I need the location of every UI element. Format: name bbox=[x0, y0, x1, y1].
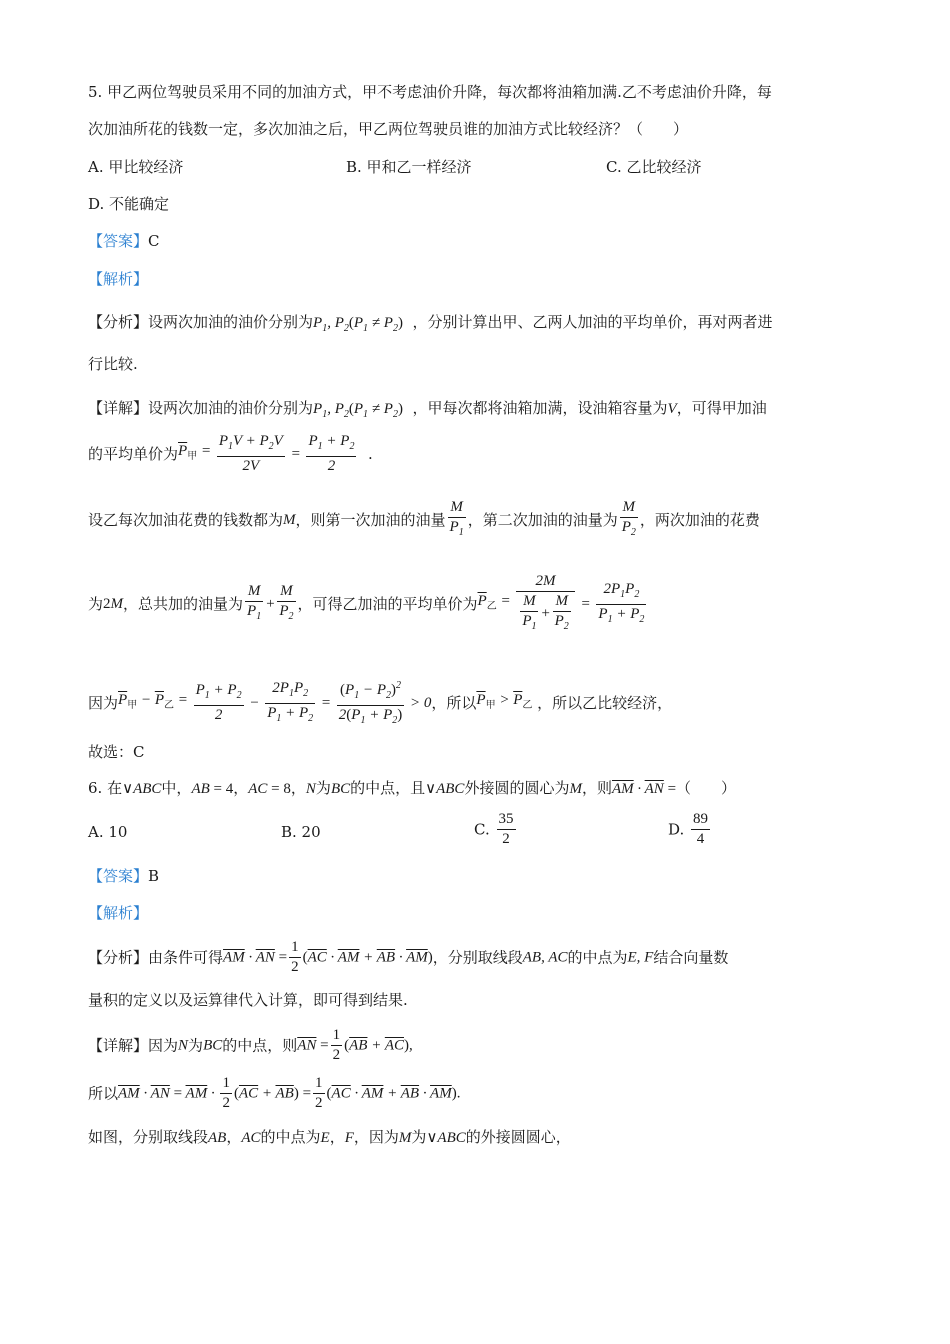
formula: = bbox=[286, 446, 305, 462]
text: C. bbox=[474, 820, 490, 839]
answer-tag: 【答案】 bbox=[88, 867, 149, 885]
formula: V bbox=[667, 401, 677, 417]
text: ，第二次加油的油量为 bbox=[467, 511, 618, 529]
formula: N bbox=[305, 781, 316, 797]
formula: AC = 8 bbox=[248, 781, 291, 797]
q6-analysis-tag bbox=[88, 903, 148, 923]
formula: F bbox=[344, 1130, 354, 1146]
fraction: $\frac{P_1 + P_2}{2}$ bbox=[195, 682, 242, 723]
formula: $\overline{AM} \cdot \overline{AN}$ = bbox=[611, 781, 677, 797]
fraction: $\frac{(P_1 - P_2)^2}{2(P_1 + P_2)}$ bbox=[337, 676, 404, 730]
q5-option-d: D. 不能确定 bbox=[88, 195, 170, 213]
text: 的外接圆圆心， bbox=[465, 1128, 571, 1146]
formula: AB, AC bbox=[522, 949, 568, 966]
fraction: $\frac{2P_1P_2}{P_1 + P_2}$ bbox=[267, 679, 314, 724]
text: ，甲每次都将油箱加满，设油箱容量为 bbox=[412, 399, 668, 417]
text: 的中点，则 bbox=[222, 1036, 298, 1055]
q5-option-c: C. 乙比较经济 bbox=[606, 158, 702, 176]
formula: $\overline{AM} \cdot \overline{AN} = \overline{AM}$ · bbox=[118, 1085, 219, 1102]
fraction: $\frac{P_1 + P_2}{2}$ bbox=[308, 433, 355, 474]
fraction: $\frac{1}{2}$ bbox=[315, 1075, 323, 1111]
formula: $P_1$, $P_2(P_1 \ne P_2)$ bbox=[313, 401, 403, 420]
formula: $\overline{P}_乙$ = bbox=[477, 593, 515, 612]
text: 所以 bbox=[88, 1084, 119, 1103]
text: 的平均单价为 bbox=[88, 445, 179, 463]
text: ， bbox=[290, 779, 306, 797]
text: D. bbox=[668, 820, 685, 839]
q6-option-c bbox=[474, 810, 518, 849]
formula: $(\overline{AC} \cdot \overline{AM} + \overline{AB} \cdot \overline{AM})$ bbox=[302, 949, 433, 966]
fraction: $\frac{1}{2}$ bbox=[222, 1075, 230, 1111]
xiangjie-tag: 【详解】 bbox=[88, 1036, 149, 1055]
fraction: $\frac{M}{P_2}$ bbox=[279, 583, 294, 622]
text: 设两次加油的油价分别为 bbox=[148, 313, 314, 331]
text: 如图，分别取线段 bbox=[88, 1128, 209, 1146]
xiangjie-tag: 【详解】 bbox=[88, 399, 149, 417]
fraction: $\frac{89}{4}$ bbox=[693, 811, 709, 847]
text: ，则 bbox=[581, 779, 612, 797]
answer-value: B bbox=[148, 867, 160, 885]
q5-xiangjie-yi bbox=[88, 498, 760, 542]
formula: AC bbox=[241, 1130, 261, 1146]
q5-conclusion: 故选：C bbox=[88, 743, 145, 761]
formula: 2M bbox=[103, 596, 124, 612]
q6-option-a: A. 10 bbox=[88, 823, 128, 841]
q5-option-a: A. 甲比较经济 bbox=[88, 158, 184, 176]
text: ，则第一次加油的油量 bbox=[295, 511, 446, 529]
text: ，两次加油的花费 bbox=[639, 511, 760, 529]
text: ， bbox=[233, 779, 249, 797]
formula: AB bbox=[208, 1130, 227, 1146]
q6-fenxi-cont: 量积的定义以及运算律代入计算，即可得到结果. bbox=[88, 991, 408, 1009]
q5-stem-line1: 5. 甲乙两位驾驶员采用不同的加油方式，甲不考虑油价升降，每次都将油箱加满.乙不考虑油价升降，每 bbox=[88, 83, 772, 101]
text: 为 bbox=[411, 1128, 427, 1146]
text: 由条件可得 bbox=[148, 948, 224, 967]
formula: ∨ABC bbox=[122, 781, 162, 797]
formula: AB = 4 bbox=[191, 781, 234, 797]
formula: $\overline{AN}$ = bbox=[297, 1037, 329, 1054]
text: 结合向量数 bbox=[653, 948, 729, 967]
text: ，因为 bbox=[353, 1128, 399, 1146]
q6-fenxi bbox=[88, 938, 728, 977]
fenxi-tag: 【分析】 bbox=[88, 313, 149, 331]
text: （ ） bbox=[676, 779, 737, 797]
fraction: $\frac{35}{2}$ bbox=[498, 811, 514, 847]
q5-xiangjie bbox=[88, 398, 767, 425]
fraction: $\frac{P_1V + P_2V}{2V}$ bbox=[218, 433, 283, 474]
formula: M bbox=[569, 781, 582, 797]
q5-xiangjie-compare: 因为$\overline{P}_甲 - \overline{P}_乙$ = $\frac{P_1 + P_2}{2}$ − $\frac{2P_1P_2}{P_1 + P_2}$ = $\frac{(P_1 - P_2)^2}{2(P_1 + P_2)}$ > 0，所以$\overline{P}_甲 > \overline{P}_乙$ ，所以乙比较经济， bbox=[88, 676, 672, 730]
text: . bbox=[358, 445, 373, 463]
text: 的中点，且 bbox=[350, 779, 426, 797]
q6-xiangjie-line1 bbox=[88, 1026, 413, 1065]
text: ，总共加的油量为 bbox=[123, 595, 244, 613]
text: ，所以 bbox=[431, 694, 477, 712]
text: ， bbox=[329, 1128, 345, 1146]
text: 为 bbox=[188, 1036, 204, 1055]
answer-tag: 【答案】 bbox=[88, 232, 149, 250]
q5-fenxi bbox=[88, 312, 773, 339]
fraction: $\frac{M}{P_1}$ bbox=[247, 583, 262, 622]
formula: BC bbox=[330, 781, 351, 797]
formula: N bbox=[178, 1037, 189, 1054]
analysis-tag: 【解析】 bbox=[88, 270, 149, 288]
formula: M bbox=[283, 512, 296, 528]
text: 中， bbox=[161, 779, 192, 797]
formula: E, F bbox=[627, 949, 654, 966]
text: 的中点为 bbox=[567, 948, 628, 967]
formula: $P_1$, $P_2(P_1 \ne P_2)$ bbox=[313, 315, 403, 334]
formula: E bbox=[320, 1130, 330, 1146]
fraction: $\frac{M}{P_1}$ bbox=[449, 499, 464, 538]
q5-answer bbox=[88, 231, 160, 251]
q5-stem-line2: 次加油所花的钱数一定，多次加油之后，甲乙两位驾驶员谁的加油方式比较经济？（ ） bbox=[88, 120, 689, 138]
formula: $\overline{P}_甲 - \overline{P}_乙$ = bbox=[118, 692, 192, 711]
q6-answer bbox=[88, 866, 159, 886]
formula: $\overline{P}_甲$ = bbox=[178, 443, 215, 462]
answer-value: C bbox=[148, 232, 160, 250]
formula: $\overline{P}_甲 > \overline{P}_乙$ bbox=[476, 692, 533, 711]
formula: M bbox=[398, 1130, 412, 1146]
q6-stem bbox=[88, 778, 736, 799]
text: ，可得甲加油 bbox=[676, 399, 767, 417]
text: 设两次加油的油价分别为 bbox=[148, 399, 314, 417]
fraction: $\frac{1}{2}$ bbox=[332, 1027, 341, 1063]
formula: $\overline{AM} \cdot \overline{AN}$ = bbox=[223, 949, 288, 966]
text: 外接圆的圆心为 bbox=[464, 779, 570, 797]
text: 因为 bbox=[88, 694, 119, 712]
text: ，可得乙加油的平均单价为 bbox=[297, 595, 478, 613]
fraction: $\frac{1}{2}$ bbox=[291, 939, 299, 975]
q6-xiangjie-line3 bbox=[88, 1127, 571, 1148]
q6-xiangjie-line2 bbox=[88, 1074, 460, 1113]
text: 为 bbox=[88, 595, 104, 613]
fraction: 2M $\frac{M}{P_1}$ + $\frac{M}{P_2}$ bbox=[516, 572, 574, 636]
analysis-tag: 【解析】 bbox=[88, 904, 149, 922]
fraction: $\frac{2P_1P_2}{P_1 + P_2}$ bbox=[598, 580, 645, 625]
text: 为 bbox=[315, 779, 331, 797]
text: 因为 bbox=[148, 1036, 179, 1055]
q6-option-b: B. 20 bbox=[281, 823, 321, 841]
formula: ∨ABC bbox=[426, 1130, 466, 1146]
q5-xiangjie-yi-price: 为2M，总共加的油量为 $\frac{M}{P_1}$ + $\frac{M}{P_2}$ ，可得乙加油的平均单价为$\overline{P}_乙$ = 2M $\frac{M}{P_1}$ + $\frac{M}{P_2}$ = $\frac{2P_1P_2}{P_1 + P_2}$ bbox=[88, 572, 648, 636]
text: ，分别计算出甲、乙两人加油的平均单价，再对两者进 bbox=[412, 313, 773, 331]
q6-option-d bbox=[668, 810, 712, 849]
formula: $(\overline{AC} \cdot \overline{AM} + \overline{AB} \cdot \overline{AM})$. bbox=[326, 1085, 461, 1102]
text: ，分别取线段 bbox=[432, 948, 523, 967]
formula: ∨ABC bbox=[425, 781, 465, 797]
formula: $(\overline{AC} + \overline{AB})$ = bbox=[233, 1085, 312, 1102]
text: 的中点为 bbox=[260, 1128, 321, 1146]
formula: $(\overline{AB} + \overline{AC})$, bbox=[344, 1037, 413, 1054]
text: ，所以乙比较经济， bbox=[537, 694, 673, 712]
q5-fenxi-cont: 行比较. bbox=[88, 355, 138, 373]
fraction: $\frac{M}{P_2}$ bbox=[621, 499, 636, 538]
formula: BC bbox=[203, 1037, 223, 1054]
q5-option-b: B. 甲和乙一样经济 bbox=[346, 158, 472, 176]
text: ， bbox=[226, 1128, 242, 1146]
fenxi-tag: 【分析】 bbox=[88, 948, 149, 967]
q5-analysis-tag bbox=[88, 269, 148, 289]
text: 6. 在 bbox=[88, 779, 123, 797]
q5-xiangjie-jia bbox=[88, 432, 373, 476]
text: 设乙每次加油花费的钱数都为 bbox=[88, 511, 284, 529]
